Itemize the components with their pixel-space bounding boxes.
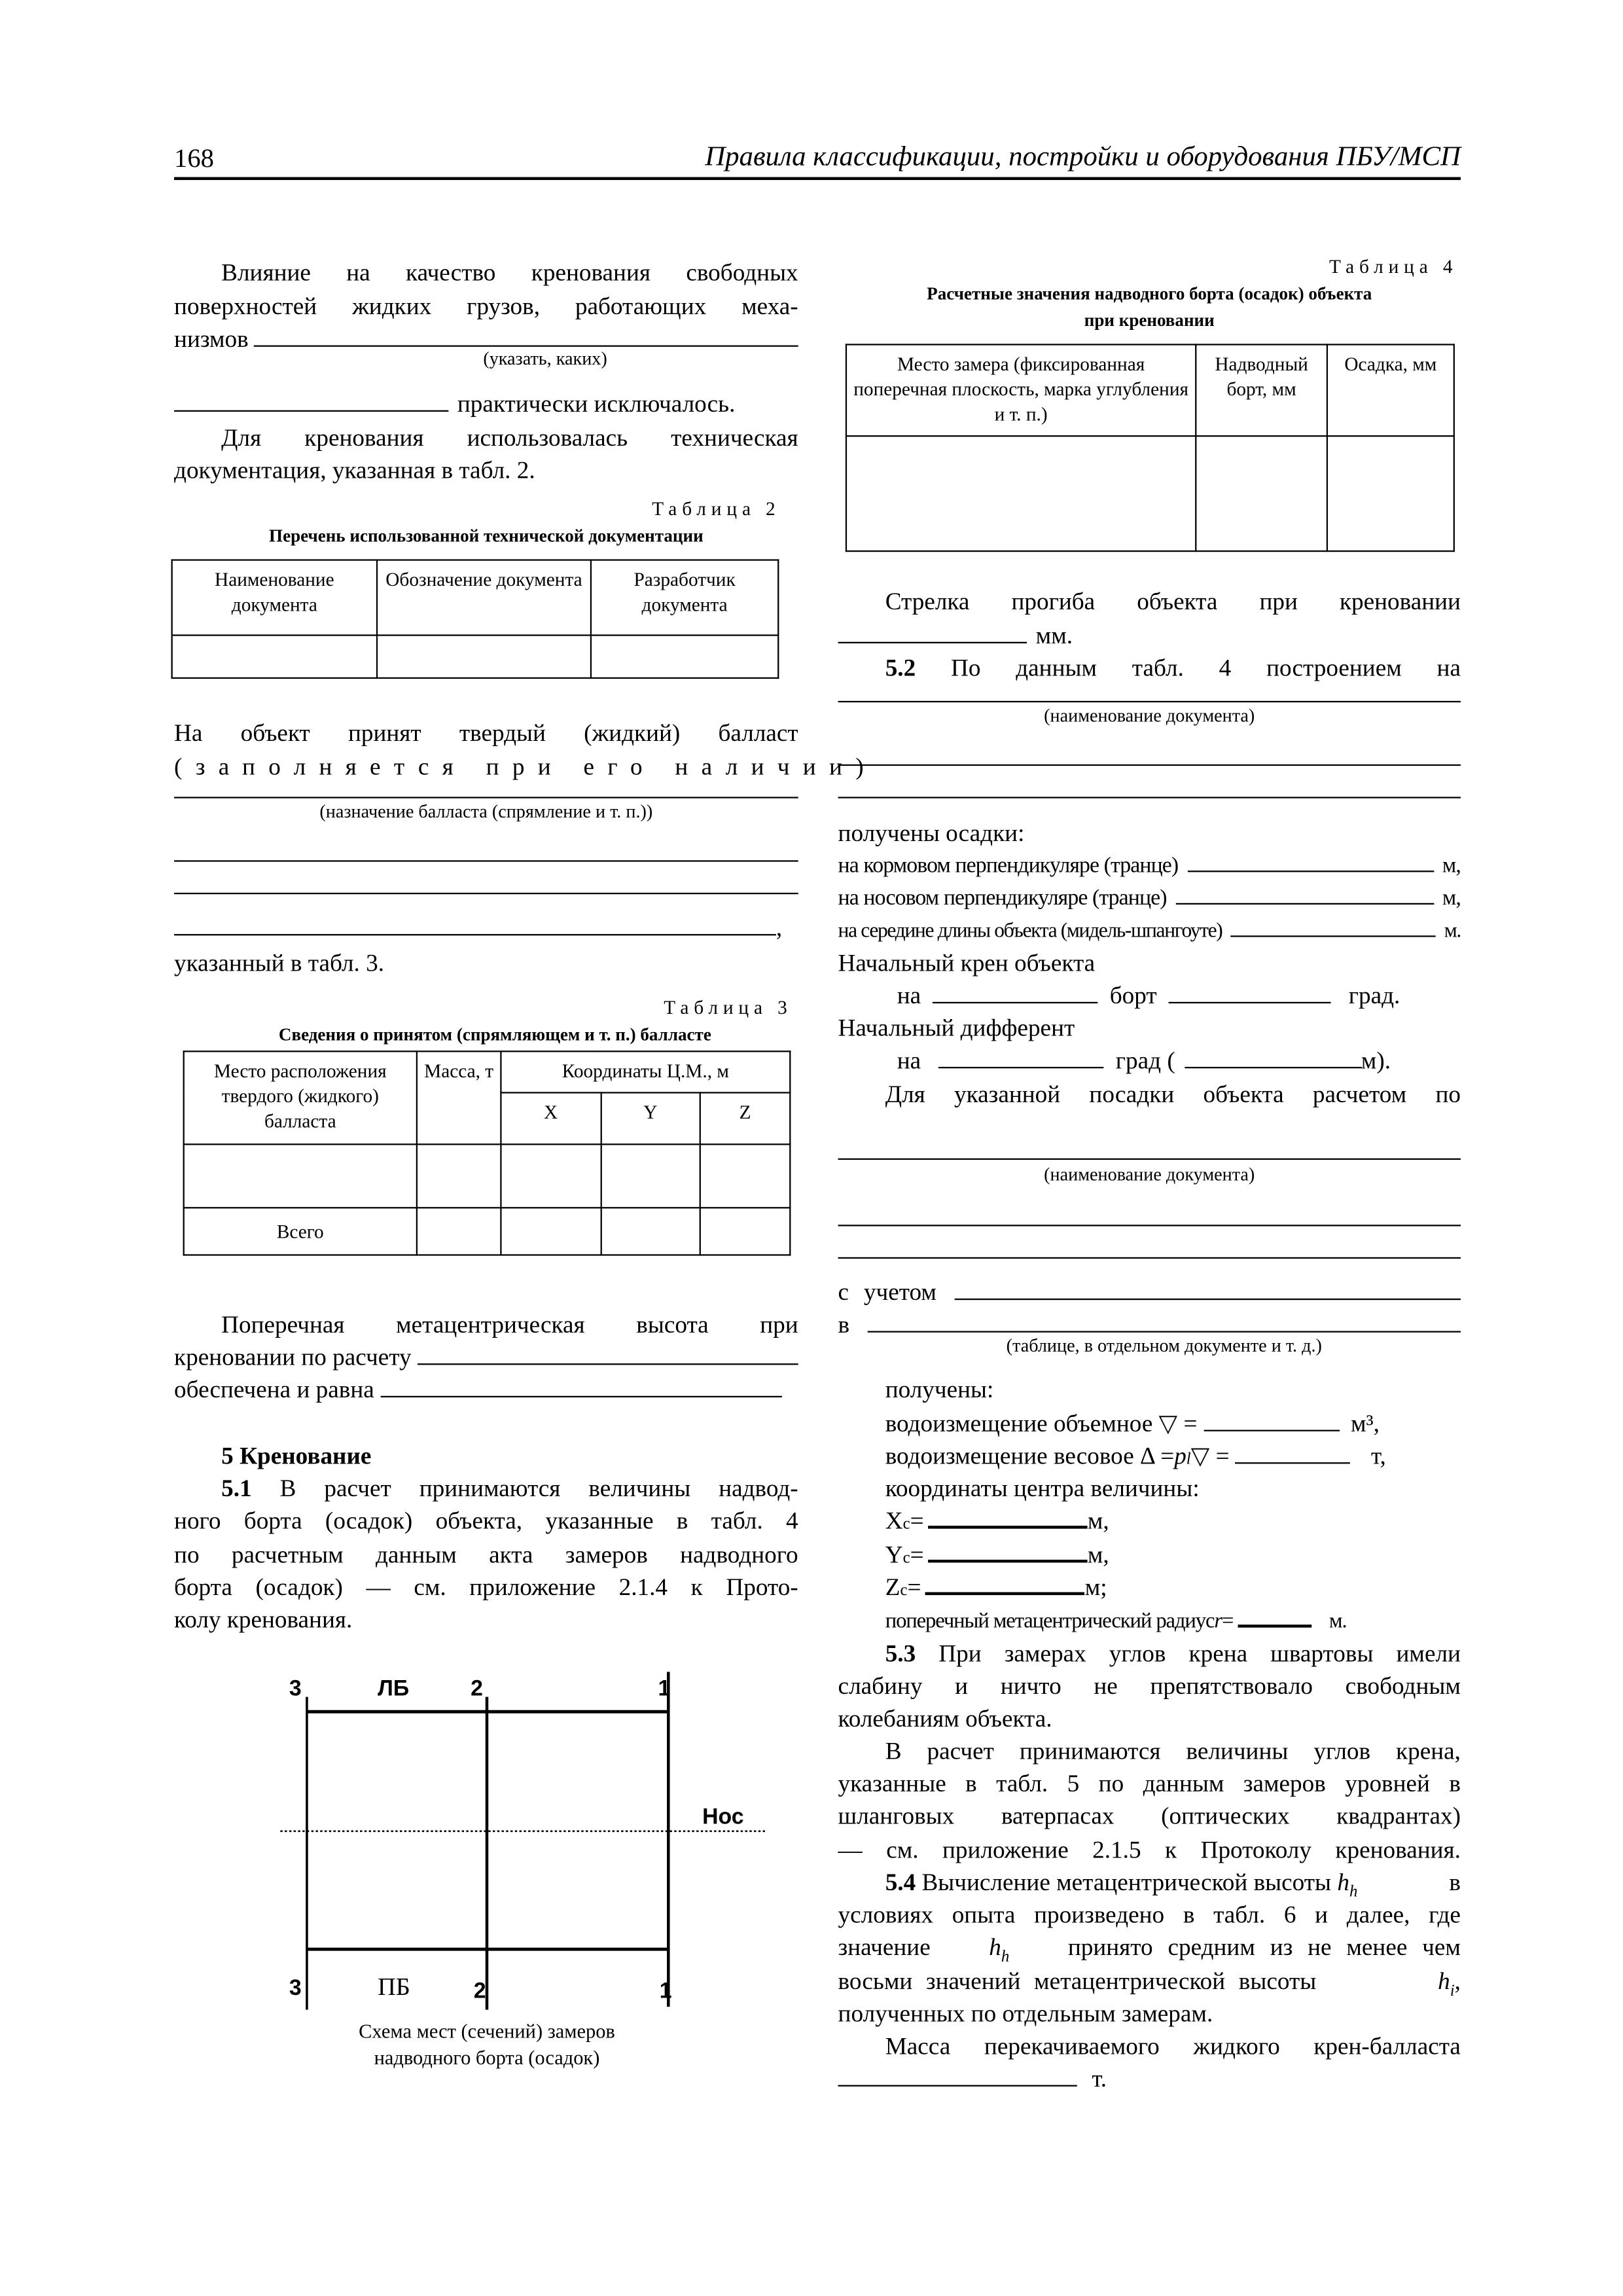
section-number: 5.1 bbox=[221, 1474, 252, 1503]
text: По данным табл. 4 построением на bbox=[950, 653, 1461, 682]
blank-field[interactable] bbox=[867, 1310, 1461, 1333]
text: т, bbox=[1371, 1441, 1386, 1470]
text: креновании по расчету bbox=[174, 1342, 412, 1371]
text: Вычисление метацентрической высоты bbox=[921, 1868, 1332, 1897]
text: м). bbox=[1361, 1046, 1391, 1075]
text: , bbox=[776, 913, 783, 942]
table-number: Таблица 4 bbox=[1329, 255, 1458, 278]
table-header: Наименование документа bbox=[172, 560, 377, 636]
text: ▽ = bbox=[1190, 1441, 1230, 1470]
blank-field[interactable] bbox=[1184, 1046, 1361, 1068]
text-line: документация, указанная в табл. 2. bbox=[174, 456, 535, 484]
text: м³, bbox=[1350, 1409, 1380, 1437]
text-line: На объект принят твердый (жидкий) балласт bbox=[174, 718, 798, 747]
table-header: Осадка, мм bbox=[1327, 344, 1454, 436]
table-subheader: X bbox=[501, 1092, 600, 1144]
text: м, bbox=[1087, 1540, 1109, 1569]
text-line: Начальный крен объекта bbox=[838, 948, 1096, 977]
text: r bbox=[1214, 1609, 1222, 1634]
blank-field[interactable] bbox=[838, 2064, 1077, 2087]
text: значение bbox=[838, 1933, 931, 1962]
table-header: Место замера (фиксированная поперечная плоскость, марка углубления и т. п.) bbox=[846, 344, 1196, 436]
diagram-caption bbox=[295, 2018, 679, 2072]
text: град. bbox=[1348, 981, 1400, 1010]
diagram-label: ЛБ bbox=[378, 1676, 410, 1701]
text: h bbox=[1337, 1868, 1349, 1897]
field-hint: (наименование документа) bbox=[1044, 1164, 1255, 1185]
blank-field[interactable] bbox=[1169, 981, 1331, 1003]
text: на носовом перпендикуляре (транце) bbox=[838, 886, 1167, 911]
text: c bbox=[900, 1581, 908, 1600]
text: h bbox=[1349, 1883, 1358, 1901]
text: c bbox=[902, 1515, 910, 1534]
blank-field[interactable] bbox=[838, 1257, 1461, 1259]
blank-field[interactable] bbox=[928, 1539, 1087, 1562]
text-line: Для указанной посадки объекта расчетом по bbox=[885, 1080, 1461, 1109]
text-line: ного борта (осадок) объекта, указанные в табл. 4 bbox=[174, 1506, 798, 1535]
table-title: Сведения о принятом (спрямляющем и т. п.) балласте bbox=[278, 1024, 711, 1045]
field-hint: (указать, каких) bbox=[483, 348, 607, 369]
section-number: 5.3 bbox=[885, 1639, 916, 1668]
text: борт bbox=[1109, 981, 1157, 1010]
table-number: Таблица 2 bbox=[652, 497, 781, 520]
table-header: Надводный борт, мм bbox=[1196, 344, 1327, 436]
text-line: Масса перекачиваемого жидкого крен-балласта bbox=[885, 2032, 1461, 2060]
text-line: колебаниям объекта. bbox=[838, 1704, 1052, 1732]
diagram-label: ПБ bbox=[378, 1973, 410, 2001]
table-4 bbox=[846, 344, 1455, 552]
blank-field[interactable] bbox=[1236, 1442, 1351, 1464]
text: в bbox=[1449, 1868, 1461, 1897]
blank-field[interactable] bbox=[933, 981, 1098, 1003]
text: , bbox=[1454, 1967, 1461, 1996]
blank-field[interactable] bbox=[1231, 915, 1435, 937]
table-cell[interactable] bbox=[846, 436, 1196, 551]
text-line: Поперечная метацентрическая высота при bbox=[221, 1310, 798, 1338]
text: p bbox=[1174, 1441, 1186, 1470]
table-subheader: Z bbox=[700, 1092, 790, 1144]
text: X bbox=[885, 1506, 903, 1535]
text-line: указанные в табл. 5 по данным замеров уровней в bbox=[838, 1769, 1461, 1797]
text: на bbox=[897, 981, 921, 1010]
field-hint: (наименование документа) bbox=[1044, 705, 1255, 726]
text-line: Стрелка прогиба объекта при креновании bbox=[885, 587, 1461, 616]
table-header: Координаты Ц.М., м bbox=[501, 1051, 790, 1092]
text-line: координаты центра величины: bbox=[885, 1474, 1200, 1503]
blank-field[interactable] bbox=[1204, 1409, 1339, 1431]
table-header: Место расположения твердого (жидкого) балласта bbox=[184, 1051, 417, 1144]
table-header: Обозначение документа bbox=[377, 560, 591, 636]
text-line: Начальный дифферент bbox=[838, 1013, 1075, 1042]
table-title: Перечень использованной технической документации bbox=[269, 525, 704, 547]
text: Y bbox=[885, 1540, 903, 1569]
blank-field[interactable] bbox=[1238, 1604, 1311, 1628]
text: обеспечена и равна bbox=[174, 1375, 374, 1404]
text: на середине длины объекта (мидель-шпангоуте) bbox=[838, 920, 1222, 943]
blank-field[interactable] bbox=[1175, 882, 1433, 905]
text: водоизмещение весовое Δ = bbox=[885, 1441, 1175, 1470]
text: м. bbox=[1329, 1609, 1347, 1634]
text: c bbox=[902, 1549, 910, 1568]
text: водоизмещение объемное ▽ = bbox=[885, 1409, 1198, 1437]
table-header: Масса, т bbox=[417, 1051, 501, 1144]
blank-field[interactable] bbox=[838, 764, 1461, 766]
text: Z bbox=[885, 1573, 901, 1602]
diagram-label: 2 bbox=[471, 1676, 483, 1701]
blank-field[interactable] bbox=[938, 1046, 1104, 1068]
text: град ( bbox=[1115, 1046, 1175, 1075]
text: на кормовом перпендикуляре (транце) bbox=[838, 854, 1179, 878]
text-line: шланговых ватерпасах (оптических квадрантах) bbox=[838, 1801, 1461, 1830]
text-line: Влияние на качество кренования свободных bbox=[221, 258, 798, 287]
text: = bbox=[1222, 1609, 1234, 1634]
page-number: 168 bbox=[174, 143, 214, 173]
text: в bbox=[838, 1310, 850, 1338]
caption-line: надводного борта (осадок) bbox=[374, 2046, 600, 2069]
text: принято средним из не менее чем bbox=[1067, 1933, 1461, 1962]
bow-label: Нос bbox=[702, 1804, 744, 1829]
text-line: поверхностей жидких грузов, работающих меха- bbox=[174, 292, 798, 321]
text: = bbox=[910, 1506, 924, 1535]
section-number: 5.4 bbox=[885, 1868, 916, 1897]
blank-field[interactable] bbox=[954, 1278, 1461, 1300]
text-line: борта (осадок) — см. приложение 2.1.4 к Прото- bbox=[174, 1573, 798, 1602]
text: низмов bbox=[174, 324, 249, 353]
field-hint: (назначение балласта (спрямление и т. п.)) bbox=[319, 801, 653, 822]
text-line: условиях опыта произведено в табл. 6 и далее, где bbox=[838, 1900, 1461, 1929]
blank-field[interactable] bbox=[838, 701, 1461, 702]
text: м, bbox=[1442, 886, 1461, 911]
text-line: слабину и ничто не препятствовало свободным bbox=[838, 1672, 1461, 1700]
text-line: полученных по отдельным замерам. bbox=[838, 1999, 1213, 2028]
text: l bbox=[1186, 1450, 1191, 1469]
blank-field[interactable] bbox=[838, 1225, 1461, 1226]
blank-field[interactable] bbox=[838, 797, 1461, 798]
text-line: по расчетным данным акта замеров надводного bbox=[174, 1540, 798, 1569]
text-line: получены: bbox=[885, 1375, 994, 1404]
text-line: получены осадки: bbox=[838, 819, 1025, 848]
text: на bbox=[897, 1046, 921, 1075]
text: восьми значений метацентрической высоты bbox=[838, 1967, 1317, 1996]
table-subheader: Y bbox=[601, 1092, 700, 1144]
text-line: (заполняется при его наличии) bbox=[174, 752, 877, 781]
diagram-label: 1 bbox=[659, 1978, 672, 2003]
running-title: Правила классификации, постройки и оборудования ПБУ/МСП bbox=[705, 141, 1461, 173]
text: практически исключалось. bbox=[457, 389, 736, 418]
text: т. bbox=[1092, 2064, 1107, 2092]
text: = bbox=[907, 1573, 921, 1602]
text: м, bbox=[1087, 1506, 1109, 1535]
text: h bbox=[989, 1933, 1001, 1962]
text: В расчет принимаются величины надвод- bbox=[279, 1474, 798, 1503]
diagram-label: 1 bbox=[658, 1676, 671, 1701]
diagram-label: 2 bbox=[473, 1978, 486, 2003]
table-cell[interactable] bbox=[1327, 436, 1454, 551]
text: i bbox=[1450, 1982, 1455, 2000]
diagram-label: 3 bbox=[289, 1676, 302, 1701]
table-number: Таблица 3 bbox=[664, 996, 793, 1018]
table-title: Расчетные значения надводного борта (осадок) объекта bbox=[927, 283, 1372, 304]
text: h bbox=[1438, 1967, 1450, 1996]
blank-field[interactable] bbox=[925, 1571, 1084, 1595]
text: h bbox=[1001, 1948, 1010, 1966]
text: мм. bbox=[1035, 621, 1073, 649]
blank-field[interactable] bbox=[1187, 850, 1434, 872]
table-total-label: Всего bbox=[184, 1208, 417, 1255]
section-number: 5.2 bbox=[885, 653, 916, 682]
text: = bbox=[910, 1540, 924, 1569]
blank-field[interactable] bbox=[838, 1158, 1461, 1160]
text-line: колу кренования. bbox=[174, 1605, 353, 1634]
blank-field[interactable] bbox=[838, 621, 1027, 643]
caption-line: Схема мест (сечений) замеров bbox=[359, 2020, 615, 2043]
table-cell[interactable] bbox=[1196, 436, 1327, 551]
table-title: при креновании bbox=[1084, 310, 1215, 331]
diagram-label: 3 bbox=[289, 1975, 302, 2001]
text: с учетом bbox=[838, 1278, 936, 1306]
text: поперечный метацентрический радиус bbox=[885, 1609, 1215, 1634]
text-line: указанный в табл. 3. bbox=[174, 948, 385, 977]
text-line: — см. приложение 2.1.5 к Протоколу кренования. bbox=[838, 1835, 1461, 1864]
field-hint: (таблице, в отдельном документе и т. д.) bbox=[1006, 1335, 1322, 1356]
text-line: В расчет принимаются величины углов крена, bbox=[885, 1736, 1461, 1765]
text: м, bbox=[1442, 854, 1461, 878]
text-line: Для кренования использовалась техническая bbox=[221, 423, 798, 452]
section-heading: 5 Кренование bbox=[221, 1441, 372, 1470]
text: м; bbox=[1084, 1573, 1107, 1602]
table-header: Разработчик документа bbox=[591, 560, 778, 636]
text: м. bbox=[1444, 920, 1461, 943]
text: При замерах углов крена швартовы имели bbox=[938, 1639, 1461, 1668]
blank-field[interactable] bbox=[928, 1505, 1087, 1529]
